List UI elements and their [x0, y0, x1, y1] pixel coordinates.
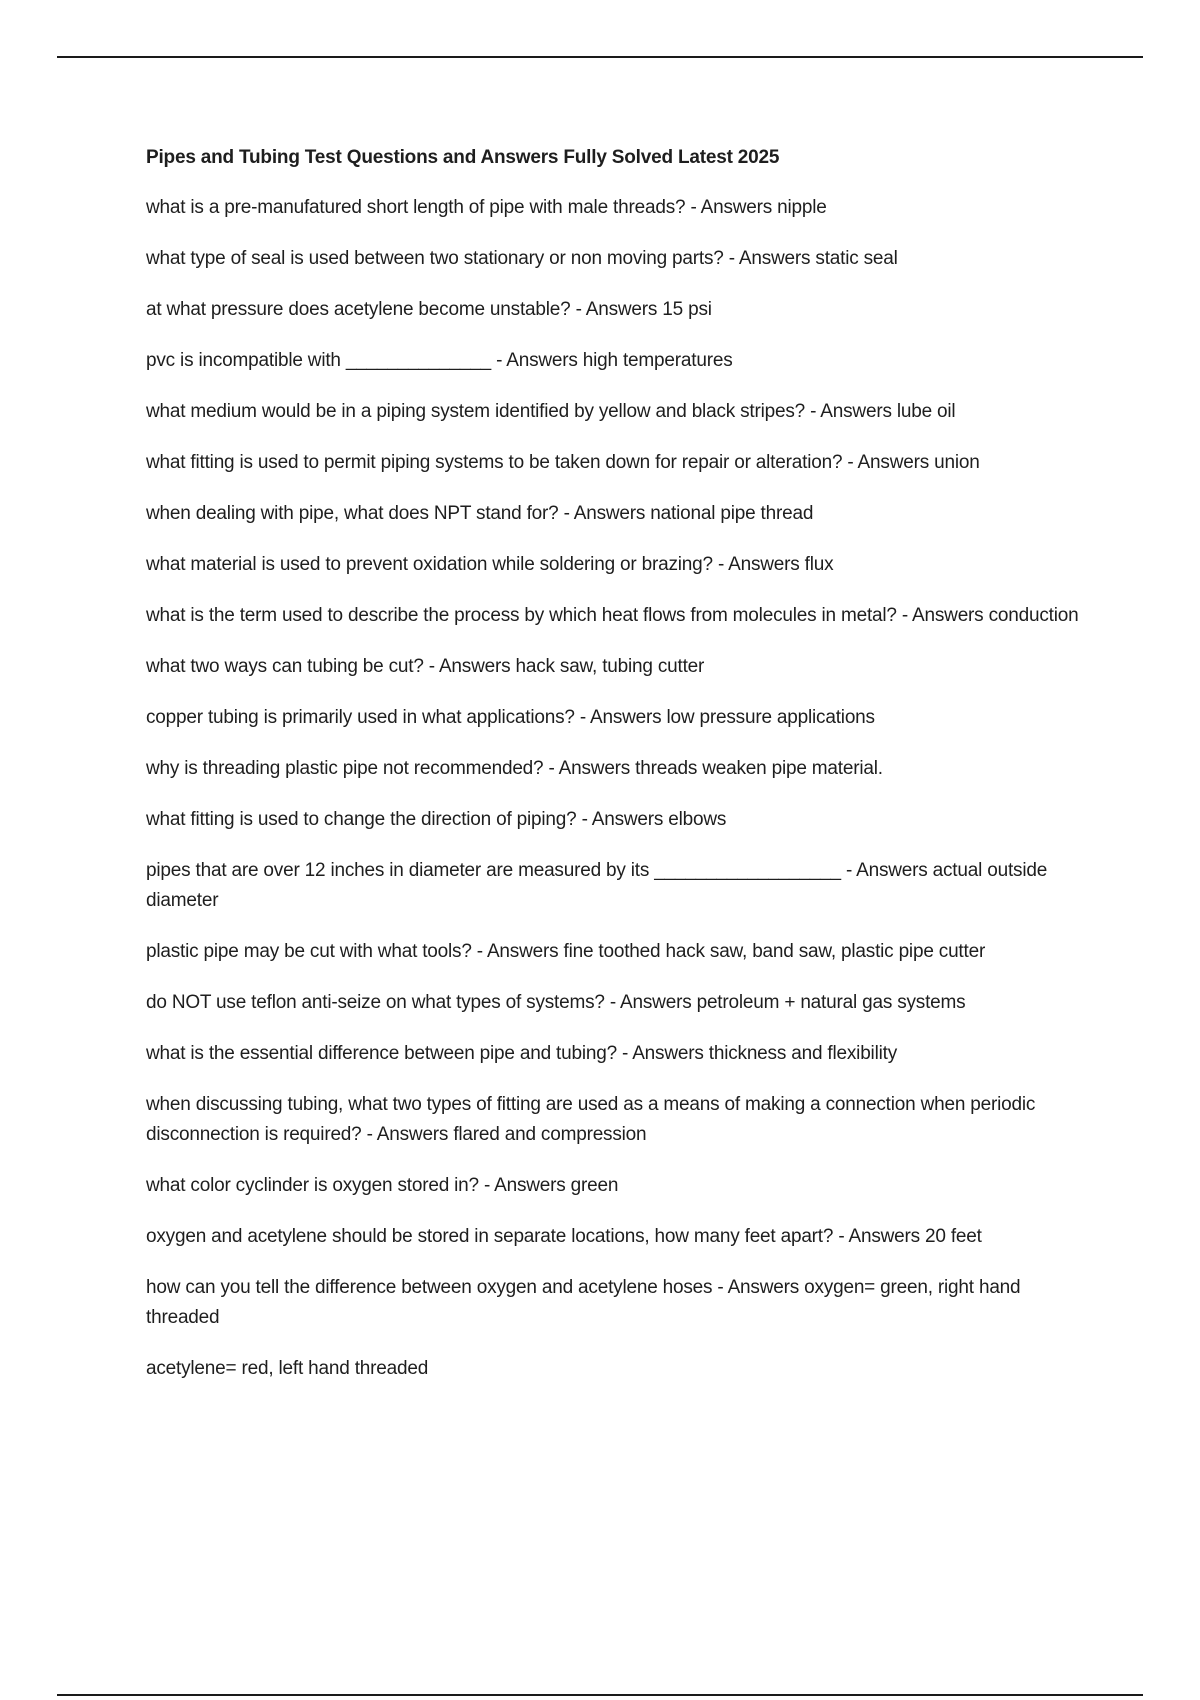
qa-entry: pvc is incompatible with ______________ - Answers high temperatures [146, 350, 733, 371]
qa-entry: what two ways can tubing be cut? - Answers hack saw, tubing cutter [146, 656, 705, 677]
qa-entry: what fitting is used to change the direction of piping? - Answers elbows [146, 809, 727, 830]
qa-entry: pipes that are over 12 inches in diameter are measured by its __________________ - Answers actual outside diameter [146, 860, 1048, 911]
document-title: Pipes and Tubing Test Questions and Answers Fully Solved Latest 2025 [146, 147, 780, 168]
qa-entry: acetylene= red, left hand threaded [146, 1358, 429, 1379]
qa-entry: copper tubing is primarily used in what applications? - Answers low pressure applications [146, 707, 875, 728]
qa-entry: do NOT use teflon anti-seize on what types of systems? - Answers petroleum + natural gas systems [146, 992, 966, 1013]
qa-entry: when discussing tubing, what two types of fitting are used as a means of making a connection when periodic disconnection is required? - Answers flared and compression [146, 1094, 1036, 1145]
qa-entry: what is a pre-manufatured short length of pipe with male threads? - Answers nipple [146, 197, 827, 218]
top-rule [57, 56, 1143, 58]
qa-list [146, 193, 1086, 1384]
qa-entry: how can you tell the difference between oxygen and acetylene hoses - Answers oxygen= green, right hand threaded [146, 1277, 1021, 1328]
qa-entry: plastic pipe may be cut with what tools? - Answers fine toothed hack saw, band saw, plastic pipe cutter [146, 941, 986, 962]
qa-entry: what color cyclinder is oxygen stored in? - Answers green [146, 1175, 619, 1196]
qa-entry: what type of seal is used between two stationary or non moving parts? - Answers static seal [146, 248, 898, 269]
qa-entry: what is the essential difference between pipe and tubing? - Answers thickness and flexibility [146, 1043, 898, 1064]
bottom-rule [57, 1694, 1143, 1696]
qa-entry: what fitting is used to permit piping systems to be taken down for repair or alteration? - Answers union [146, 452, 980, 473]
qa-entry: why is threading plastic pipe not recommended? - Answers threads weaken pipe material. [146, 758, 883, 779]
document-body [146, 143, 1086, 1405]
qa-entry: oxygen and acetylene should be stored in separate locations, how many feet apart? - Answers 20 feet [146, 1226, 982, 1247]
qa-entry: at what pressure does acetylene become unstable? - Answers 15 psi [146, 299, 712, 320]
qa-entry: what medium would be in a piping system identified by yellow and black stripes? - Answers lube oil [146, 401, 956, 422]
qa-entry: what is the term used to describe the process by which heat flows from molecules in metal? - Answers conduction [146, 605, 1079, 626]
qa-entry: when dealing with pipe, what does NPT stand for? - Answers national pipe thread [146, 503, 814, 524]
qa-entry: what material is used to prevent oxidation while soldering or brazing? - Answers flux [146, 554, 834, 575]
